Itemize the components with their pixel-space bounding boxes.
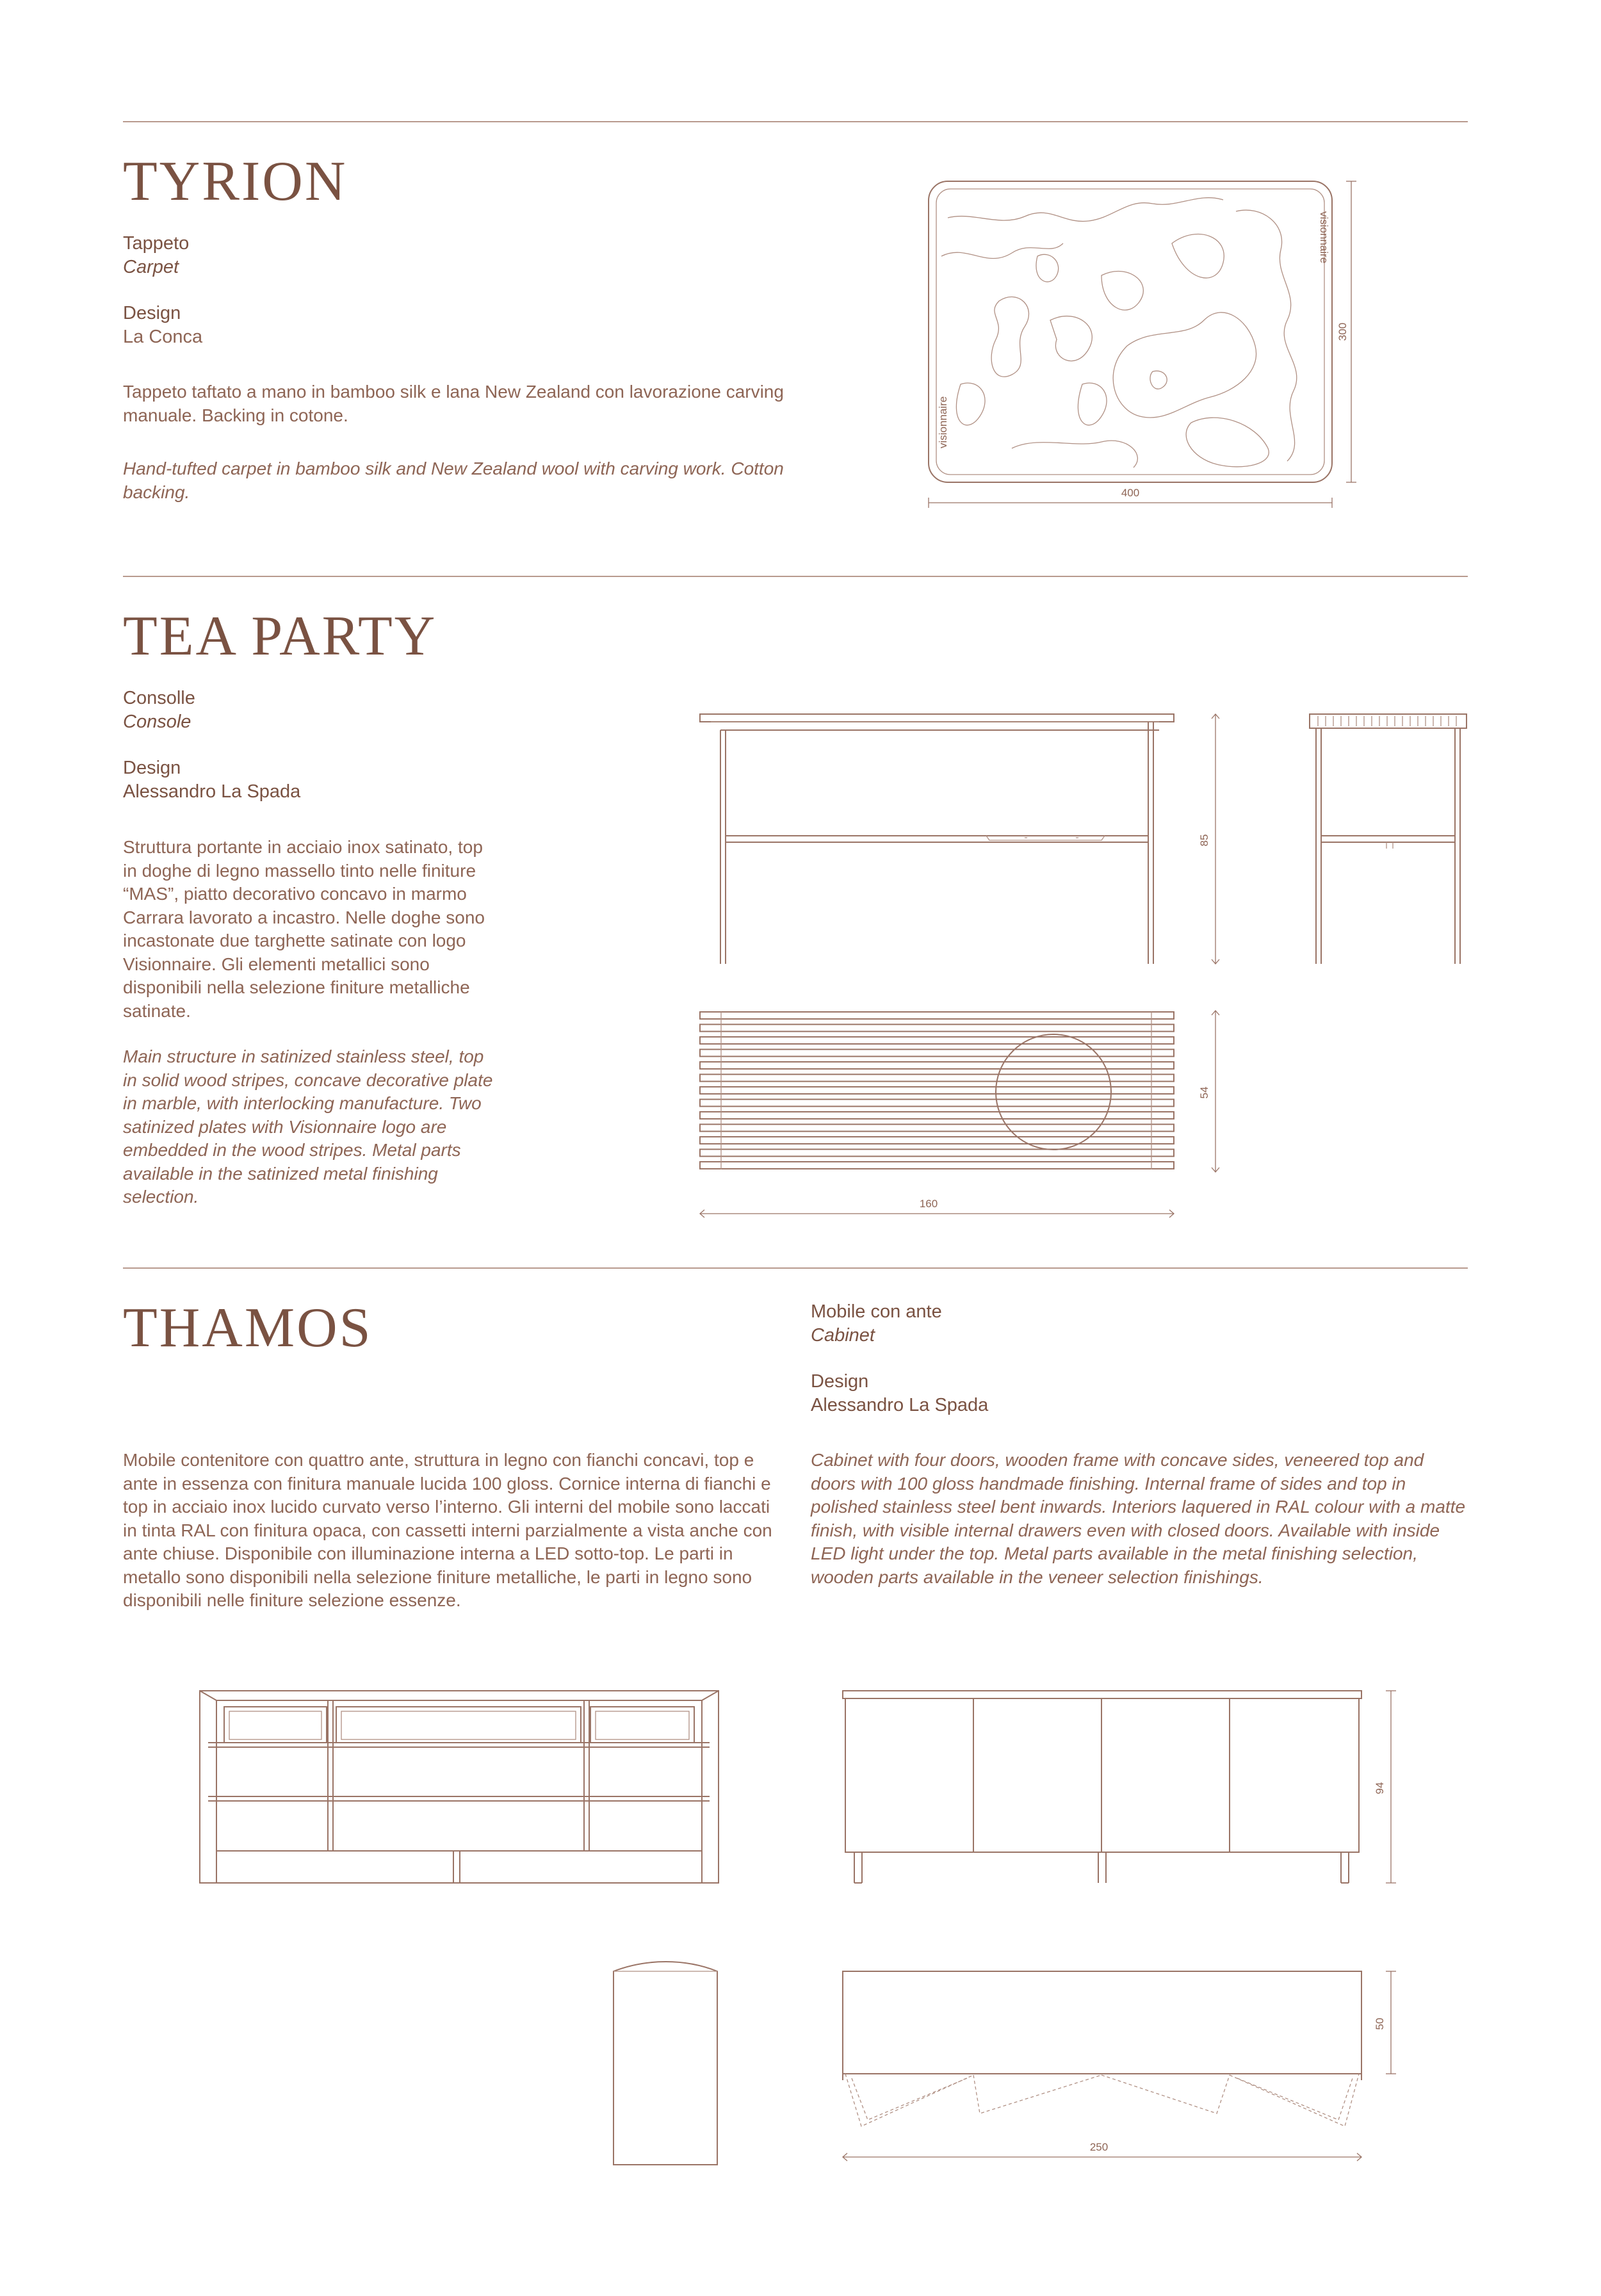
tyrion-description-en: Hand-tufted carpet in bamboo silk and New Zealand wool with carving work. Cotton backing. — [123, 459, 784, 502]
tyrion-description-it: Tappeto taftato a mano in bamboo silk e lana New Zealand con lavorazione carving manuale. Backing in cotone. — [123, 382, 784, 425]
cabinet-open-front-view — [200, 1691, 719, 1883]
thamos-description-it: Mobile contenitore con quattro ante, struttura in legno con fianchi concavi, top e ante in essenza con finitura manuale lucida 100 gloss. Cornice interna di fianchi e top in acciaio inox lucido curvato verso l’interno. Gli interni del mobile sono laccati in tinta RAL con finitura opaca, con cassetti interni parzialmente a vista anche con ante chiuse. Disponibile con illuminazione interna a LED sotto-top. Le parti in metallo sono disponibili nella selezione finiture metalliche, le parti in legno sono disponibili nelle finiture selezione essenze. — [123, 1450, 772, 1610]
tyrion-dim-width: 400 — [1121, 487, 1140, 499]
tea-party-category-it: Consolle — [123, 688, 195, 708]
thamos-designer: Alessandro La Spada — [811, 1395, 989, 1415]
tea-party-category-en: Console — [123, 712, 191, 732]
cabinet-door-swings — [845, 2074, 1359, 2126]
console-dim-height: 85 — [1198, 834, 1210, 847]
tyrion-dim-height: 300 — [1337, 322, 1349, 341]
tea-party-description-it: Struttura portante in acciaio inox satinato, top in doghe di legno massello tinto nelle finiture “MAS”, piatto decorativo concavo in marmo Carrara lavorato a incastro. Nelle doghe sono incastonate due targhette satinate con logo Visionnaire. Gli elementi metallici sono disponibili nella selezione finiture metalliche satinate. — [123, 837, 485, 1021]
thamos-description-en: Cabinet with four doors, wooden frame with concave sides, veneered top and doors with 100 gloss handmade finishing. Internal frame of sides and top in polished stainless steel bent inwards. Interiors laquered in RAL colour with a matte finish, with visible internal drawers even with closed doors. Available with inside LED light under the top. Metal parts available in the metal finishing selection, wooden parts available in the veneer selection finishings. — [811, 1450, 1466, 1587]
tea-party-designer: Alessandro La Spada — [123, 781, 301, 802]
tyrion-title: TYRION — [123, 151, 348, 213]
cabinet-dim-depth-line — [1386, 1971, 1396, 2074]
thamos-title: THAMOS — [123, 1297, 373, 1359]
thamos-category-it: Mobile con ante — [811, 1301, 942, 1322]
tea-party-title: TEA PARTY — [123, 605, 437, 667]
cabinet-dim-height: 94 — [1374, 1782, 1386, 1795]
cabinet-dim-width: 250 — [1089, 2141, 1109, 2153]
carpet-logo-right: visionnaire — [1318, 211, 1330, 264]
cabinet-plan-view — [843, 1971, 1361, 2080]
cabinet-dim-height-line — [1386, 1691, 1396, 1883]
tea-party-design-label: Design — [123, 758, 181, 778]
cabinet-dim-depth: 50 — [1374, 2017, 1386, 2030]
thamos-design-label: Design — [811, 1371, 869, 1392]
cabinet-closed-front-view — [843, 1691, 1361, 1883]
tea-party-description-en: Main structure in satinized stainless steel, top in solid wood stripes, concave decorative plate in marble, with interlocking manufacture. Two satinized plates with Visionnaire logo are embedded in the wood stripes. Metal parts available in the satinized metal finishing selection. — [123, 1046, 493, 1207]
tyrion-category-it: Tappeto — [123, 233, 190, 254]
carpet-logo-left: visionnaire — [937, 396, 949, 448]
thamos-category-en: Cabinet — [811, 1325, 875, 1346]
cabinet-side-view — [614, 1962, 717, 2165]
tyrion-design-label: Design — [123, 303, 181, 323]
tyrion-category-en: Carpet — [123, 257, 179, 277]
tyrion-designer: La Conca — [123, 327, 203, 347]
console-dim-width: 160 — [919, 1198, 938, 1210]
console-dim-depth: 54 — [1198, 1086, 1210, 1099]
cabinet-dim-width-line — [843, 2153, 1361, 2161]
